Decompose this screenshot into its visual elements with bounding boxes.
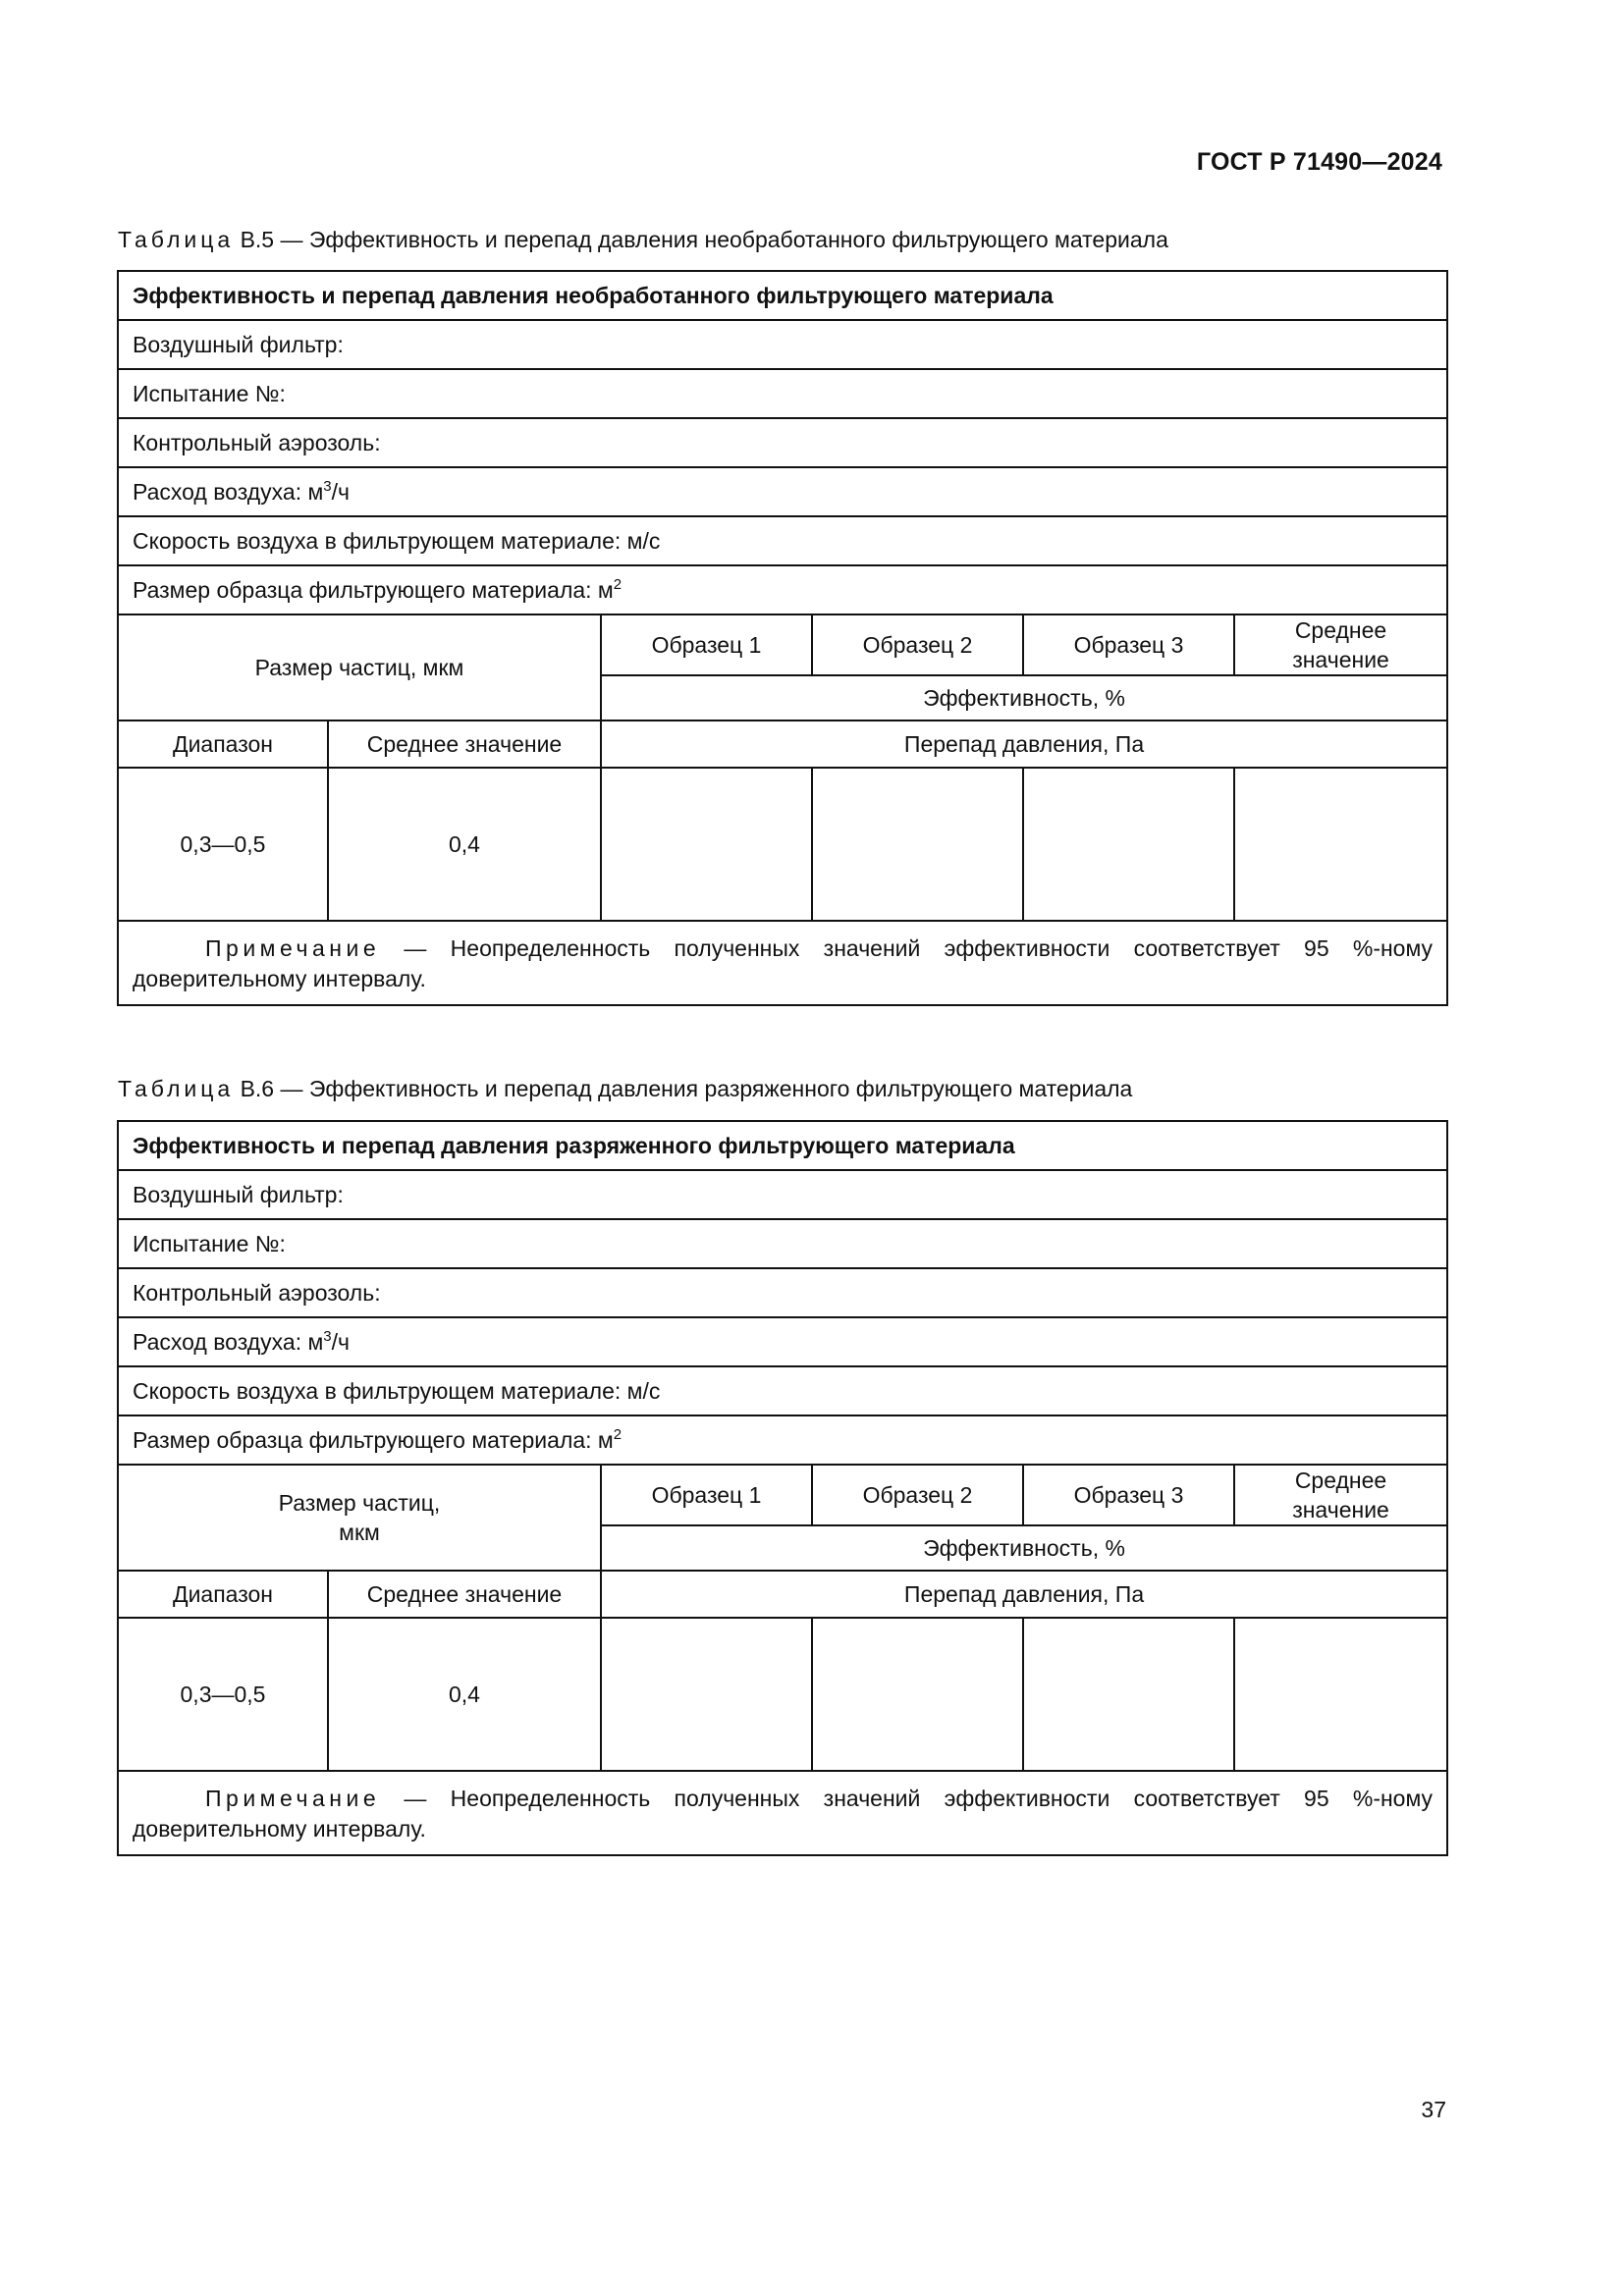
table-caption-b5 [118, 227, 1168, 253]
table-row [118, 768, 1447, 921]
sample-3-cell [1023, 1618, 1234, 1771]
field-air-flow [118, 467, 1447, 516]
table-caption-word: Таблица [118, 227, 235, 252]
air-flow-exponent: 3 [323, 477, 332, 495]
sample-2-header: Образец 2 [812, 614, 1023, 675]
particle-size-header: Размер частиц, мкм [118, 614, 601, 721]
average-cell [1234, 1618, 1447, 1771]
sample-1-header: Образец 1 [601, 614, 812, 675]
table-b5 [117, 270, 1448, 1006]
field-test-number: Испытание №: [118, 1219, 1447, 1268]
range-header: Диапазон [118, 1571, 328, 1618]
table-note [118, 1771, 1447, 1855]
field-sample-size [118, 565, 1447, 614]
note-word: Примечание [205, 1786, 381, 1811]
sample-3-cell [1023, 768, 1234, 921]
air-flow-label: Расход воздуха: м [133, 1328, 324, 1355]
field-air-velocity: Скорость воздуха в фильтрующем материале: м/с [118, 1366, 1447, 1415]
note-text: — Неопределенность полученных значений эффективности соответствует 95 %-ному доверительному интервалу. [133, 935, 1434, 991]
field-control-aerosol: Контрольный аэрозоль: [118, 418, 1447, 467]
table-caption-word: Таблица [118, 1076, 235, 1101]
mean-header-line-1: Среднее [1294, 1468, 1387, 1493]
air-flow-unit-suffix: /ч [331, 478, 351, 505]
table-caption-b6 [118, 1076, 1132, 1102]
air-flow-exponent: 3 [323, 1327, 332, 1345]
average-cell [1234, 768, 1447, 921]
mean-cell: 0,4 [328, 768, 601, 921]
mean-value-header: Среднее значение [328, 1571, 601, 1618]
field-air-filter: Воздушный фильтр: [118, 1170, 1447, 1219]
mean-cell: 0,4 [328, 1618, 601, 1771]
range-cell: 0,3—0,5 [118, 1618, 328, 1771]
table-title: Эффективность и перепад давления разряженного фильтрующего материала [118, 1121, 1447, 1170]
particle-size-header [118, 1465, 601, 1571]
field-air-flow [118, 1317, 1447, 1366]
table-caption-text: В.6 — Эффективность и перепад давления разряженного фильтрующего материала [234, 1076, 1133, 1101]
document-code: ГОСТ Р 71490—2024 [1196, 148, 1442, 176]
air-flow-unit-suffix: /ч [331, 1328, 351, 1355]
pressure-drop-header: Перепад давления, Па [601, 721, 1447, 768]
mean-value-column-header [1234, 614, 1447, 675]
efficiency-header: Эффективность, % [601, 1525, 1447, 1571]
range-header: Диапазон [118, 721, 328, 768]
sample-size-exponent: 2 [613, 1425, 623, 1443]
range-cell: 0,3—0,5 [118, 768, 328, 921]
sample-2-header: Образец 2 [812, 1465, 1023, 1525]
sample-2-cell [812, 1618, 1023, 1771]
pressure-drop-header: Перепад давления, Па [601, 1571, 1447, 1618]
particle-size-line-1: Размер частиц, [278, 1490, 441, 1516]
sample-1-header: Образец 1 [601, 1465, 812, 1525]
sample-2-cell [812, 768, 1023, 921]
sample-size-label: Размер образца фильтрующего материала: м [133, 576, 614, 603]
sample-size-label: Размер образца фильтрующего материала: м [133, 1426, 614, 1453]
table-row [118, 1618, 1447, 1771]
particle-size-line-2: мкм [339, 1520, 380, 1545]
mean-value-header: Среднее значение [328, 721, 601, 768]
mean-header-line-2: значение [1292, 647, 1389, 672]
note-word: Примечание [205, 935, 381, 961]
mean-header-line-1: Среднее [1294, 617, 1387, 643]
sample-1-cell [601, 1618, 812, 1771]
note-text: — Неопределенность полученных значений эффективности соответствует 95 %-ному доверительному интервалу. [133, 1786, 1434, 1842]
field-air-filter: Воздушный фильтр: [118, 320, 1447, 369]
sample-3-header: Образец 3 [1023, 614, 1234, 675]
field-air-velocity: Скорость воздуха в фильтрующем материале: м/с [118, 516, 1447, 565]
table-note [118, 921, 1447, 1005]
field-sample-size [118, 1415, 1447, 1465]
table-caption-text: В.5 — Эффективность и перепад давления необработанного фильтрующего материала [234, 227, 1168, 252]
mean-header-line-2: значение [1292, 1497, 1389, 1522]
sample-size-exponent: 2 [613, 575, 623, 593]
sample-3-header: Образец 3 [1023, 1465, 1234, 1525]
sample-1-cell [601, 768, 812, 921]
table-title: Эффективность и перепад давления необработанного фильтрующего материала [118, 271, 1447, 320]
field-control-aerosol: Контрольный аэрозоль: [118, 1268, 1447, 1317]
mean-value-column-header [1234, 1465, 1447, 1525]
efficiency-header: Эффективность, % [601, 675, 1447, 721]
air-flow-label: Расход воздуха: м [133, 478, 324, 505]
field-test-number: Испытание №: [118, 369, 1447, 418]
page-number: 37 [1421, 2097, 1446, 2122]
table-b6 [117, 1120, 1448, 1856]
